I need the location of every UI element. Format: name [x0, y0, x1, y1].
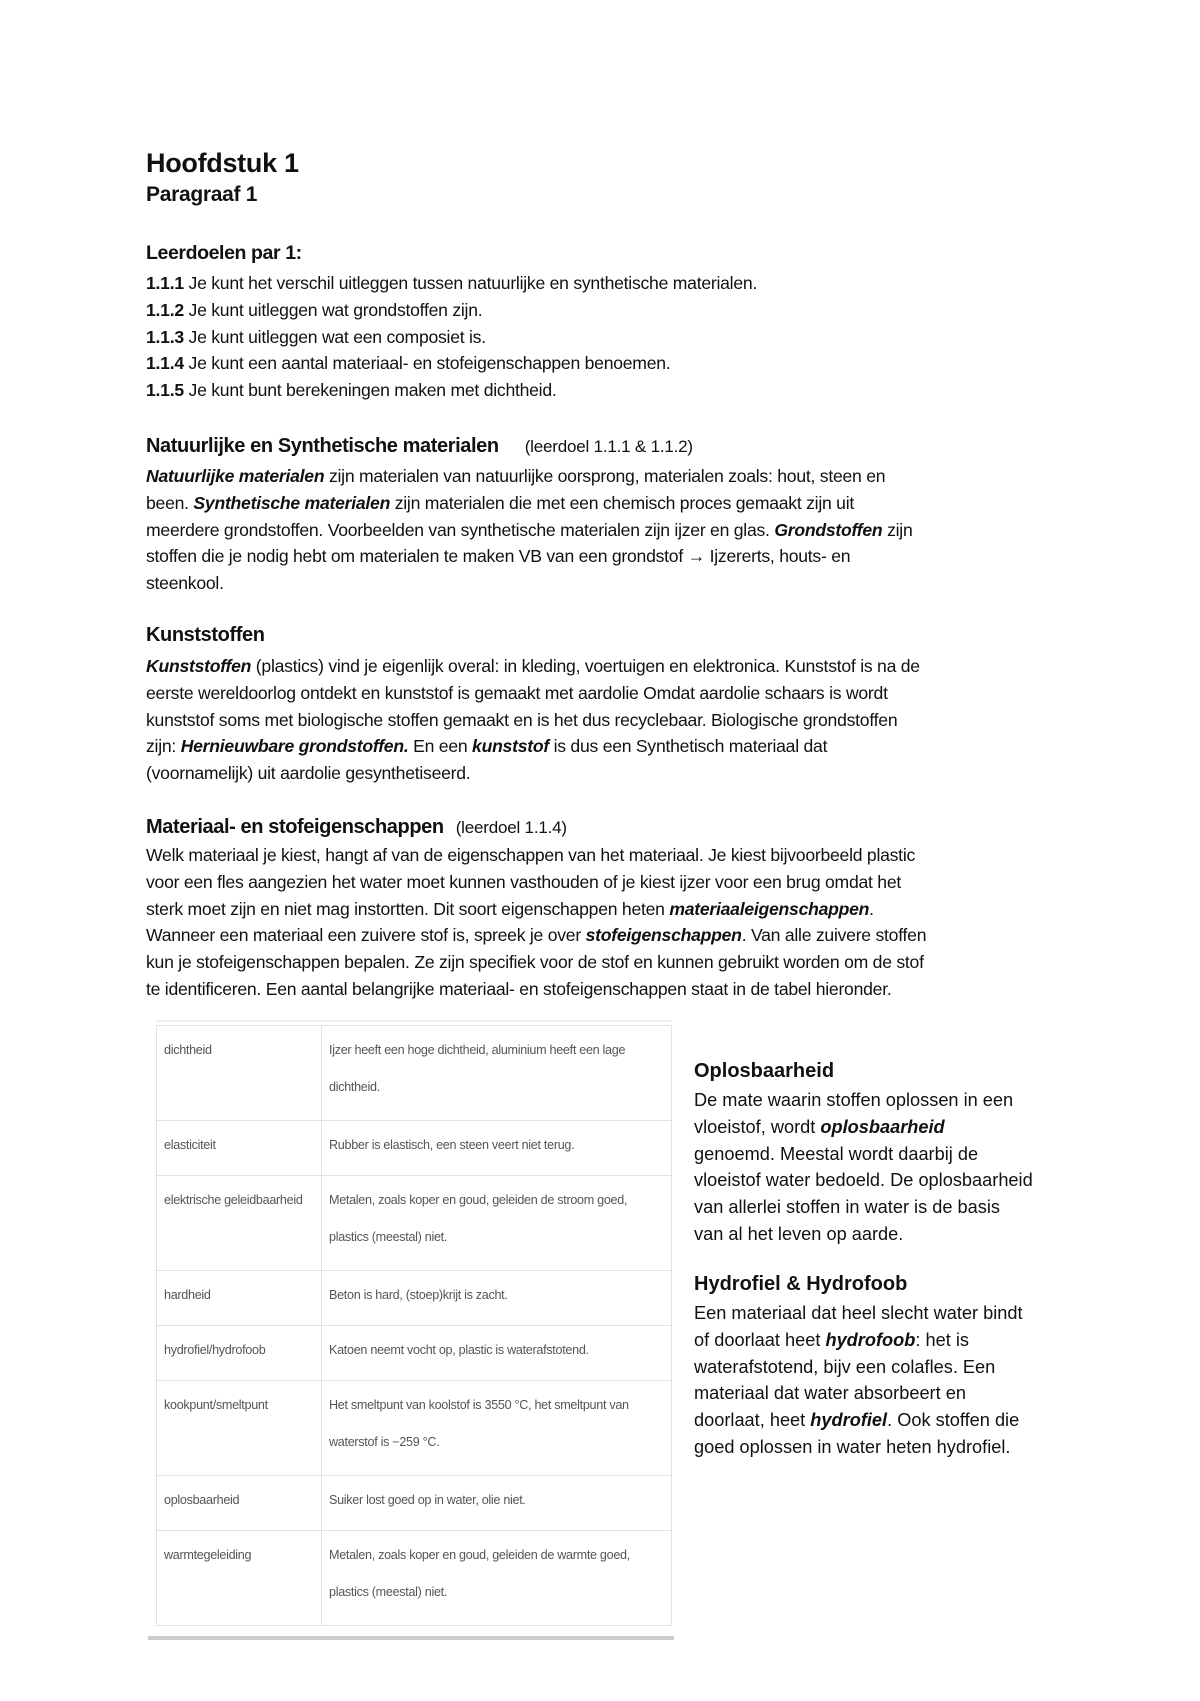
property-cell — [157, 1026, 322, 1121]
example-text: plastics (meestal) niet. — [329, 1230, 448, 1244]
emphasized-term: Grondstoffen — [774, 519, 883, 540]
text-segment: waterafstotend, bijv een colafles. Een — [694, 1356, 996, 1377]
text-segment: voor een fles aangezien het water moet kunnen vasthouden of je kiest ijzer voor een brug omdat het — [146, 871, 901, 892]
goals-list — [146, 270, 757, 404]
text-line — [146, 869, 926, 896]
text-line — [146, 896, 926, 923]
text-segment: (plastics) vind je eigenlijk overal: in kleding, voertuigen en elektronica. Kunststof is na de — [251, 656, 920, 676]
text-segment: steenkool. — [146, 573, 224, 594]
natural-synthetic-paragraph — [146, 463, 912, 597]
example-cell — [322, 1176, 672, 1271]
property-name: hardheid — [164, 1288, 211, 1302]
text-line — [146, 543, 912, 570]
example-cell — [322, 1476, 672, 1531]
text-line — [694, 1300, 1023, 1327]
text-line — [694, 1327, 1023, 1354]
text-segment: . Van alle zuivere stoffen — [741, 925, 927, 946]
text-line — [694, 1141, 1033, 1168]
table-divider — [156, 1020, 672, 1022]
table-row — [157, 1271, 672, 1326]
text-line — [146, 976, 926, 1003]
goal-reference: (leerdoel 1.1.1 & 1.1.2) — [524, 437, 693, 456]
emphasized-term: 1.1.2 — [146, 299, 184, 320]
table-row — [157, 1176, 672, 1271]
emphasized-term: Synthetische materialen — [193, 492, 391, 513]
section-title: Paragraaf 1 — [146, 183, 258, 206]
properties-table — [156, 1025, 672, 1626]
emphasized-term: hydrofiel — [810, 1410, 888, 1431]
property-name: dichtheid — [164, 1043, 212, 1057]
text-segment: Je kunt het verschil uitleggen tussen natuurlijke en synthetische materialen. — [183, 273, 758, 293]
text-segment: : het is — [915, 1329, 969, 1350]
example-cell — [322, 1531, 672, 1626]
properties-paragraph — [146, 842, 926, 1003]
text-line — [146, 377, 757, 404]
text-segment: zijn — [882, 519, 913, 540]
emphasized-term: kunststof — [472, 736, 549, 757]
text-segment: doorlaat, heet — [694, 1410, 811, 1431]
hydro-paragraph — [694, 1300, 1023, 1461]
text-segment: genoemd. Meestal wordt daarbij de — [694, 1143, 979, 1164]
example-cell — [322, 1026, 672, 1121]
text-segment: been. — [146, 492, 194, 513]
example-text: Suiker lost goed op in water, olie niet. — [329, 1493, 526, 1507]
emphasized-term: 1.1.1 — [146, 273, 184, 293]
text-line — [694, 1434, 1023, 1461]
text-line — [146, 570, 912, 597]
text-line — [146, 463, 912, 490]
properties-heading — [146, 816, 567, 839]
example-text: Metalen, zoals koper en goud, geleiden de warmte goed, — [329, 1548, 630, 1562]
text-segment: kun je stofeigenschappen bepalen. Ze zijn specifiek voor de stof en kunnen gebruikt worden om de stof — [146, 952, 924, 973]
emphasized-term: Kunststoffen — [146, 656, 252, 676]
text-line — [146, 324, 757, 351]
text-line — [694, 1354, 1023, 1381]
heading-text: Natuurlijke en Synthetische materialen — [146, 435, 499, 457]
plastics-heading: Kunststoffen — [146, 624, 265, 646]
hydro-heading: Hydrofiel & Hydrofoob — [694, 1273, 908, 1295]
property-cell — [157, 1476, 322, 1531]
text-segment: is dus een Synthetisch materiaal dat — [548, 736, 828, 757]
solubility-paragraph — [694, 1087, 1033, 1248]
property-name: elasticiteit — [164, 1138, 216, 1152]
table-row — [157, 1026, 672, 1121]
property-name: elektrische geleidbaarheid — [164, 1193, 303, 1207]
text-segment: Wanneer een materiaal een zuivere stof is, spreek je over — [146, 925, 586, 946]
text-line — [146, 733, 920, 760]
text-segment: vloeistof, wordt — [694, 1116, 821, 1137]
text-segment: meerdere grondstoffen. Voorbeelden van synthetische materialen zijn ijzer en glas. — [146, 519, 775, 540]
goal-reference: (leerdoel 1.1.4) — [455, 818, 567, 837]
property-cell — [157, 1531, 322, 1626]
heading-text: Materiaal- en stofeigenschappen — [146, 816, 444, 838]
text-segment: sterk moet zijn en niet mag instortten. Dit soort eigenschappen heten — [146, 898, 670, 919]
emphasized-term: 1.1.3 — [146, 326, 184, 347]
text-line — [694, 1407, 1023, 1434]
emphasized-term: oplosbaarheid — [820, 1116, 945, 1137]
text-segment: Een materiaal dat heel slecht water bindt — [694, 1303, 1023, 1323]
text-segment: vloeistof water bedoeld. De oplosbaarheid — [694, 1170, 1033, 1191]
natural-synthetic-heading — [146, 435, 693, 458]
emphasized-term: stofeigenschappen — [585, 925, 742, 946]
text-segment: zijn materialen van natuurlijke oorsprong, materialen zoals: hout, steen en — [324, 466, 886, 486]
text-line — [146, 490, 912, 517]
table-row — [157, 1381, 672, 1476]
property-cell — [157, 1271, 322, 1326]
text-segment: kunststof soms met biologische stoffen gemaakt en is het dus recyclebaar. Biologische grondstoffen — [146, 709, 898, 730]
text-line — [146, 680, 920, 707]
property-cell — [157, 1121, 322, 1176]
example-text: Het smeltpunt van koolstof is 3550 °C, het smeltpunt van — [329, 1398, 629, 1412]
text-line — [146, 922, 926, 949]
text-segment: Je kunt een aantal materiaal- en stofeigenschappen benoemen. — [183, 353, 671, 374]
property-name: oplosbaarheid — [164, 1493, 240, 1507]
example-text: Beton is hard, (stoep)krijt is zacht. — [329, 1288, 508, 1302]
text-line — [146, 949, 926, 976]
text-line — [694, 1221, 1033, 1248]
example-text: Rubber is elastisch, een steen veert niet terug. — [329, 1138, 575, 1152]
example-text: plastics (meestal) niet. — [329, 1585, 448, 1599]
emphasized-term: materiaaleigenschappen — [669, 898, 870, 919]
property-name: kookpunt/smeltpunt — [164, 1398, 268, 1412]
text-segment: De mate waarin stoffen oplossen in een — [694, 1090, 1014, 1110]
text-segment: materiaal dat water absorbeert en — [694, 1383, 966, 1404]
example-cell — [322, 1271, 672, 1326]
property-cell — [157, 1381, 322, 1476]
property-name: hydrofiel/hydrofoob — [164, 1343, 266, 1357]
text-line — [694, 1114, 1033, 1141]
table-row — [157, 1121, 672, 1176]
example-text: dichtheid. — [329, 1080, 380, 1094]
text-segment: stoffen die je nodig hebt om materialen te maken VB van een grondstof → Ijzererts, houts- en — [146, 546, 851, 567]
table-row — [157, 1531, 672, 1626]
text-segment: goed oplossen in water heten hydrofiel. — [694, 1436, 1011, 1457]
text-line — [146, 707, 920, 734]
text-segment: zijn materialen die met een chemisch proces gemaakt zijn uit — [390, 492, 854, 513]
emphasized-term: 1.1.4 — [146, 353, 184, 374]
text-line — [694, 1380, 1023, 1407]
text-segment: . — [869, 898, 874, 919]
text-line — [146, 270, 757, 297]
text-segment: Je kunt uitleggen wat een composiet is. — [183, 326, 486, 347]
emphasized-term: Hernieuwbare grondstoffen. — [180, 736, 409, 757]
property-cell — [157, 1326, 322, 1381]
example-cell — [322, 1326, 672, 1381]
emphasized-term: hydrofoob — [825, 1329, 916, 1350]
text-line — [694, 1194, 1033, 1221]
goals-heading: Leerdoelen par 1: — [146, 242, 302, 264]
text-line — [146, 297, 757, 324]
example-cell — [322, 1381, 672, 1476]
text-segment: En een — [408, 736, 473, 757]
chapter-title: Hoofdstuk 1 — [146, 148, 299, 178]
text-segment: van allerlei stoffen in water is de basis — [694, 1197, 1000, 1218]
text-segment: eerste wereldoorlog ontdekt en kunststof is gemaakt met aardolie Omdat aardolie schaars is wordt — [146, 682, 888, 703]
text-segment: van al het leven op aarde. — [694, 1223, 904, 1244]
text-line — [146, 653, 920, 680]
example-text: waterstof is −259 °C. — [329, 1435, 440, 1449]
text-segment: zijn: — [146, 736, 181, 757]
text-line — [146, 842, 926, 869]
text-line — [146, 350, 757, 377]
emphasized-term: 1.1.5 — [146, 380, 184, 401]
text-segment: Welk materiaal je kiest, hangt af van de eigenschappen van het materiaal. Je kiest bijvoorbeeld plastic — [146, 845, 916, 865]
table-bottom-shadow — [148, 1636, 674, 1640]
example-text: Ijzer heeft een hoge dichtheid, aluminium heeft een lage — [329, 1043, 626, 1057]
text-line — [694, 1167, 1033, 1194]
table-row — [157, 1326, 672, 1381]
plastics-paragraph — [146, 653, 920, 787]
text-segment: Je kunt uitleggen wat grondstoffen zijn. — [183, 299, 483, 320]
text-segment: of doorlaat heet — [694, 1329, 826, 1350]
example-text: Katoen neemt vocht op, plastic is waterafstotend. — [329, 1343, 589, 1357]
emphasized-term: Natuurlijke materialen — [146, 466, 325, 486]
text-line — [146, 760, 920, 787]
property-name: warmtegeleiding — [164, 1548, 252, 1562]
text-segment: te identificeren. Een aantal belangrijke materiaal- en stofeigenschappen staat in de tabel hieronder. — [146, 978, 892, 999]
text-segment: (voornamelijk) uit aardolie gesynthetiseerd. — [146, 763, 471, 784]
text-line — [146, 517, 912, 544]
text-segment: Je kunt bunt berekeningen maken met dichtheid. — [183, 380, 557, 401]
text-segment: . Ook stoffen die — [887, 1410, 1020, 1431]
table-row — [157, 1476, 672, 1531]
property-cell — [157, 1176, 322, 1271]
example-text: Metalen, zoals koper en goud, geleiden de stroom goed, — [329, 1193, 628, 1207]
solubility-heading: Oplosbaarheid — [694, 1060, 835, 1082]
example-cell — [322, 1121, 672, 1176]
text-line — [694, 1087, 1033, 1114]
